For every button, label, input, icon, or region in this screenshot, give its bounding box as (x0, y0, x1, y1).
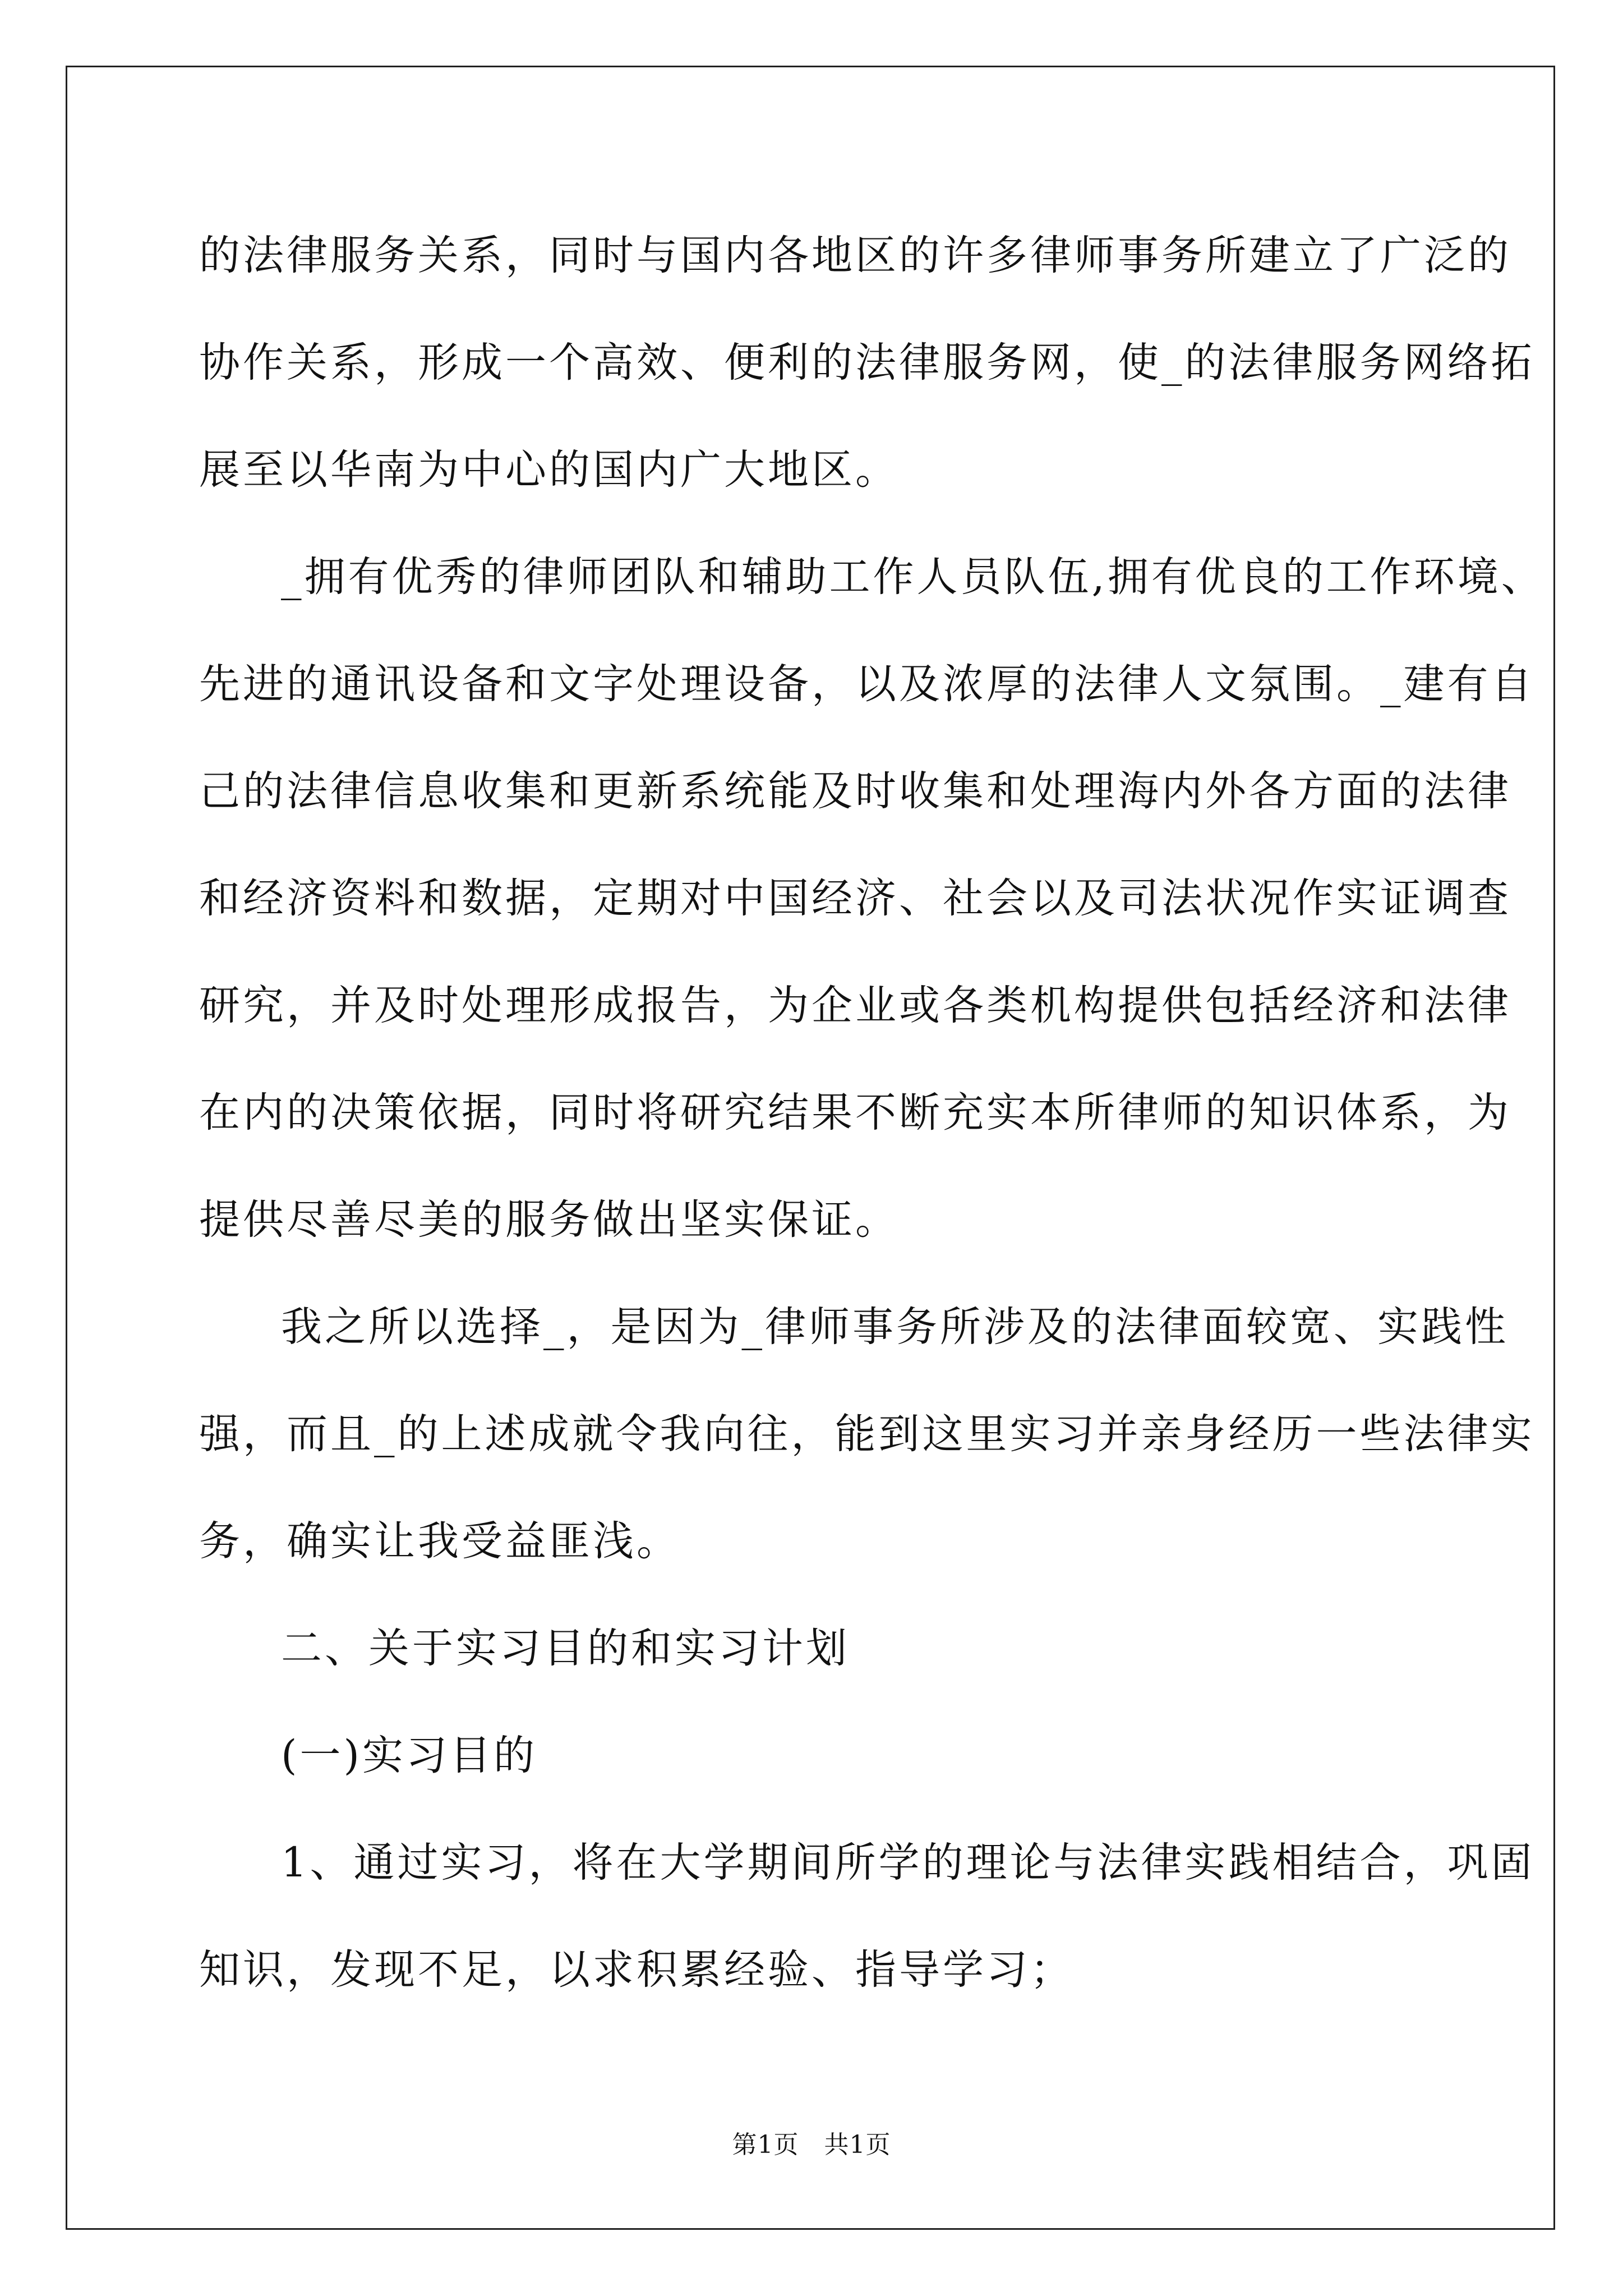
text-line: 1、通过实习，将在大学期间所学的理论与法律实践相结合，巩固 (281, 1839, 1535, 1887)
text-line: 研究，并及时处理形成报告，为企业或各类机构提供包括经济和法律 (199, 982, 1511, 1029)
text-line: 己的法律信息收集和更新系统能及时收集和处理海内外各方面的法律 (199, 767, 1511, 815)
section-heading (199, 1595, 1422, 1702)
text-line: 知识，发现不足，以求积累经验、指导学习； (199, 1946, 1074, 1994)
text-line: 先进的通讯设备和文字处理设备，以及浓厚的法律人文氛围。_建有自 (199, 660, 1535, 708)
text-line: _拥有优秀的律师团队和辅助工作人员队伍,拥有优良的工作环境、 (281, 553, 1545, 601)
text-line: 务，确实让我受益匪浅。 (199, 1517, 680, 1565)
page-number-label: 第1页 共1页 (732, 2131, 891, 2159)
list-item-1 (199, 1809, 1535, 2023)
paragraph-continued (199, 202, 1535, 523)
text-line: 的法律服务关系，同时与国内各地区的许多律师事务所建立了广泛的 (199, 232, 1511, 279)
subsection-heading (199, 1702, 1422, 1809)
text-line: 强，而且_的上述成就令我向往，能到这里实习并亲身经历一些法律实 (199, 1410, 1535, 1458)
text-line: 协作关系，形成一个高效、便利的法律服务网，使_的法律服务网络拓 (199, 339, 1535, 386)
paragraph-reason-for-choice (199, 1273, 1535, 1595)
text-line: 展至以华南为中心的国内广大地区。 (199, 446, 899, 494)
text-line: 二、关于实习目的和实习计划 (281, 1625, 850, 1672)
text-line: 和经济资料和数据，定期对中国经济、社会以及司法状况作实证调查 (199, 875, 1511, 922)
text-line: 提供尽善尽美的服务做出坚实保证。 (199, 1196, 899, 1244)
document-body (199, 202, 1545, 2023)
text-line: 在内的决策依据，同时将研究结果不断充实本所律师的知识体系，为 (199, 1089, 1511, 1137)
page-footer (0, 2128, 1623, 2162)
paragraph-team-and-resources (199, 523, 1545, 1273)
text-line: 我之所以选择_，是因为_律师事务所涉及的法律面较宽、实践性 (281, 1303, 1509, 1351)
text-line: (一)实习目的 (281, 1732, 537, 1779)
